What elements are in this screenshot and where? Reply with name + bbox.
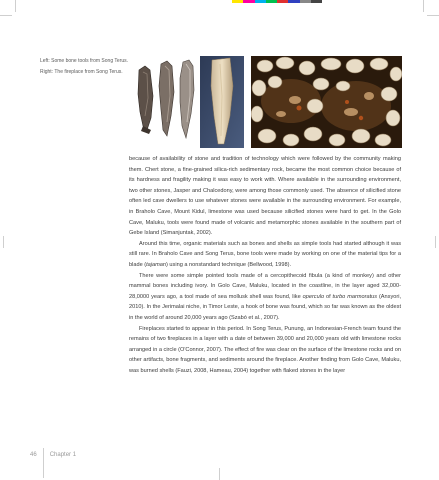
italic-term: turbo marmoratus [332,293,378,300]
registration-mark [435,236,436,248]
body-text [129,154,401,376]
text-run: Fireplaces started to appear in this period. In Song Terus, Punung, an Indonesian-French team found the remains of two fireplaces in a layer with a date of between 39,000 and 20,000 years old with limestone rocks arranged in a circle (O'Connor, 2007). The effect of fire was clear on the surface of the limestone rocks and on other artifacts, bone fragments, and sediments around the fireplace. Another finding from Golo Cave, Maluku, was burned shells (Fauzi, 2008, Hameau, 2004) together with flaked stones in the layer [129,325,401,374]
crop-mark [15,0,16,12]
text-run: Around this time, organic materials such as bones and shells as simple tools had started although it was still rare. In Braholo Cave and Song Terus, bone tools were made by working on one of the material tips for a blade ( [129,240,401,268]
crop-mark [427,15,439,16]
text-run: because of availability of stone and tradition of technology which were followed by the community making them. Chert stone, a fine-grained silica-rich sedimentary rock, became the most common choice because of its hardness and fragility making it was easy to work with. Where available in the surrounding environment, two other stones, Jasper and Chalcedony, were among those commonly used. The absence of silicified stone often led cave dwellers to use whatever stones were available in the surrounding environment. For example, in Braholo Cave, Mount Kidul, limestone was used because silicified stones were hard to get. In the Golo Cave, Maluku, tools were found made of volcanic and metamorphic stones available in the southern part of Gebe Island (Simanjuntak, 2002). [129,156,401,237]
text-run: (Ansyori, 2010). In the Jerimalai niche, in Timor Leste, a hook of bone was found, which so far was known as the oldest in the world of around 20,000 years ago (Szabó et al., 2007). [129,293,402,321]
crop-mark [423,0,424,12]
italic-term: tajaman [146,261,167,268]
page-footer [30,440,76,470]
italic-term: operculo [302,293,325,300]
registration-mark [3,236,4,248]
footer-divider [43,448,44,478]
body-paragraph [129,324,401,377]
color-calibration-bar [232,0,322,3]
body-paragraph [129,239,401,271]
caption-right: Right: The fireplace from Song Terus. [40,69,123,75]
crop-mark [0,15,12,16]
chapter-label: Chapter 1 [49,452,77,458]
page-number: 46 [30,452,37,458]
text-run: of [324,293,333,300]
figure-captions [40,58,128,80]
text-run: There were some simple pointed tools made of a cercopithecoid fibula (a kind of monkey) and other mammal bones including ivory. In Golo Cave, Maluku, located in the coastline, in the layer aged 32,000-28,0000 years ago, a tool made of sea mollusk shell was found, like [129,272,401,300]
body-paragraph [129,154,401,239]
fireplace-photo [251,56,402,148]
body-paragraph [129,271,401,324]
text-run: ) using a nonstandard technique (Bellwood, 1998). [166,261,292,268]
caption-left: Left: Some bone tools from Song Terus. [40,58,129,64]
bone-spatula-photo [200,56,244,148]
registration-mark [219,468,220,480]
